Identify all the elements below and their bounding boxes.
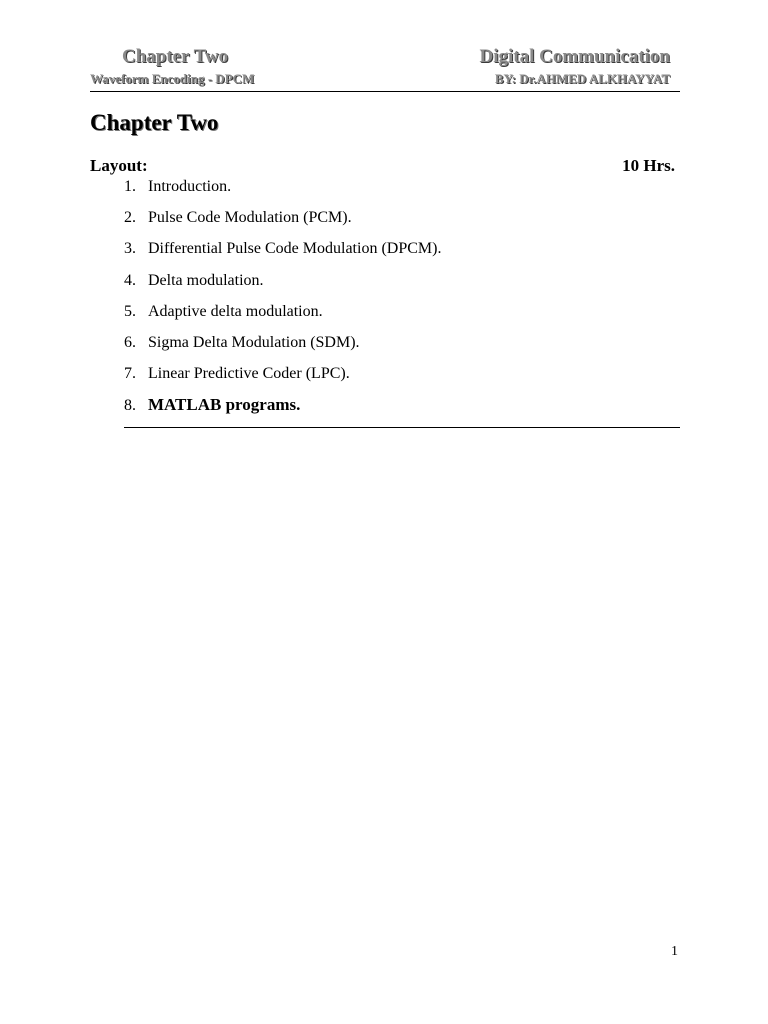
list-item-number: 2.: [124, 209, 136, 227]
list-item-text: Delta modulation.: [148, 271, 264, 289]
topic-list: [124, 176, 680, 426]
header-course-title: Digital Communication: [479, 46, 670, 67]
hours-label: 10 Hrs.: [622, 156, 675, 175]
list-item-number: 6.: [124, 333, 136, 351]
list-item: [124, 363, 680, 394]
page-title: Chapter Two: [90, 110, 219, 135]
header-author: BY: Dr.AHMED ALKHAYYAT: [494, 71, 670, 86]
list-item-number: 1.: [124, 178, 136, 195]
header-chapter-subtitle: Waveform Encoding - DPCM: [90, 71, 255, 86]
list-item-number: 3.: [124, 240, 136, 258]
list-item: [124, 394, 680, 425]
header-chapter-title: Chapter Two: [122, 46, 229, 67]
list-item: [124, 238, 680, 269]
list-item-number: 8.: [124, 397, 136, 415]
list-item-text: Sigma Delta Modulation (SDM).: [148, 333, 360, 351]
list-item: [124, 332, 680, 363]
list-item-text: MATLAB programs.: [148, 395, 301, 415]
list-item: [124, 176, 680, 207]
list-item: [124, 207, 680, 238]
list-item-text: Differential Pulse Code Modulation (DPCM).: [148, 240, 442, 258]
list-item-text: Pulse Code Modulation (PCM).: [148, 209, 352, 227]
list-item-text: Introduction.: [148, 178, 232, 195]
list-item-number: 7.: [124, 365, 136, 383]
header-divider: [90, 91, 680, 92]
list-item-number: 5.: [124, 302, 136, 320]
list-item: [124, 270, 680, 301]
list-item: [124, 301, 680, 332]
list-item-text: Adaptive delta modulation.: [148, 302, 323, 320]
page-number: 1: [671, 944, 678, 959]
section-divider: [124, 427, 680, 428]
layout-label: Layout:: [90, 156, 148, 175]
list-item-text: Linear Predictive Coder (LPC).: [148, 365, 350, 383]
list-item-number: 4.: [124, 271, 136, 289]
